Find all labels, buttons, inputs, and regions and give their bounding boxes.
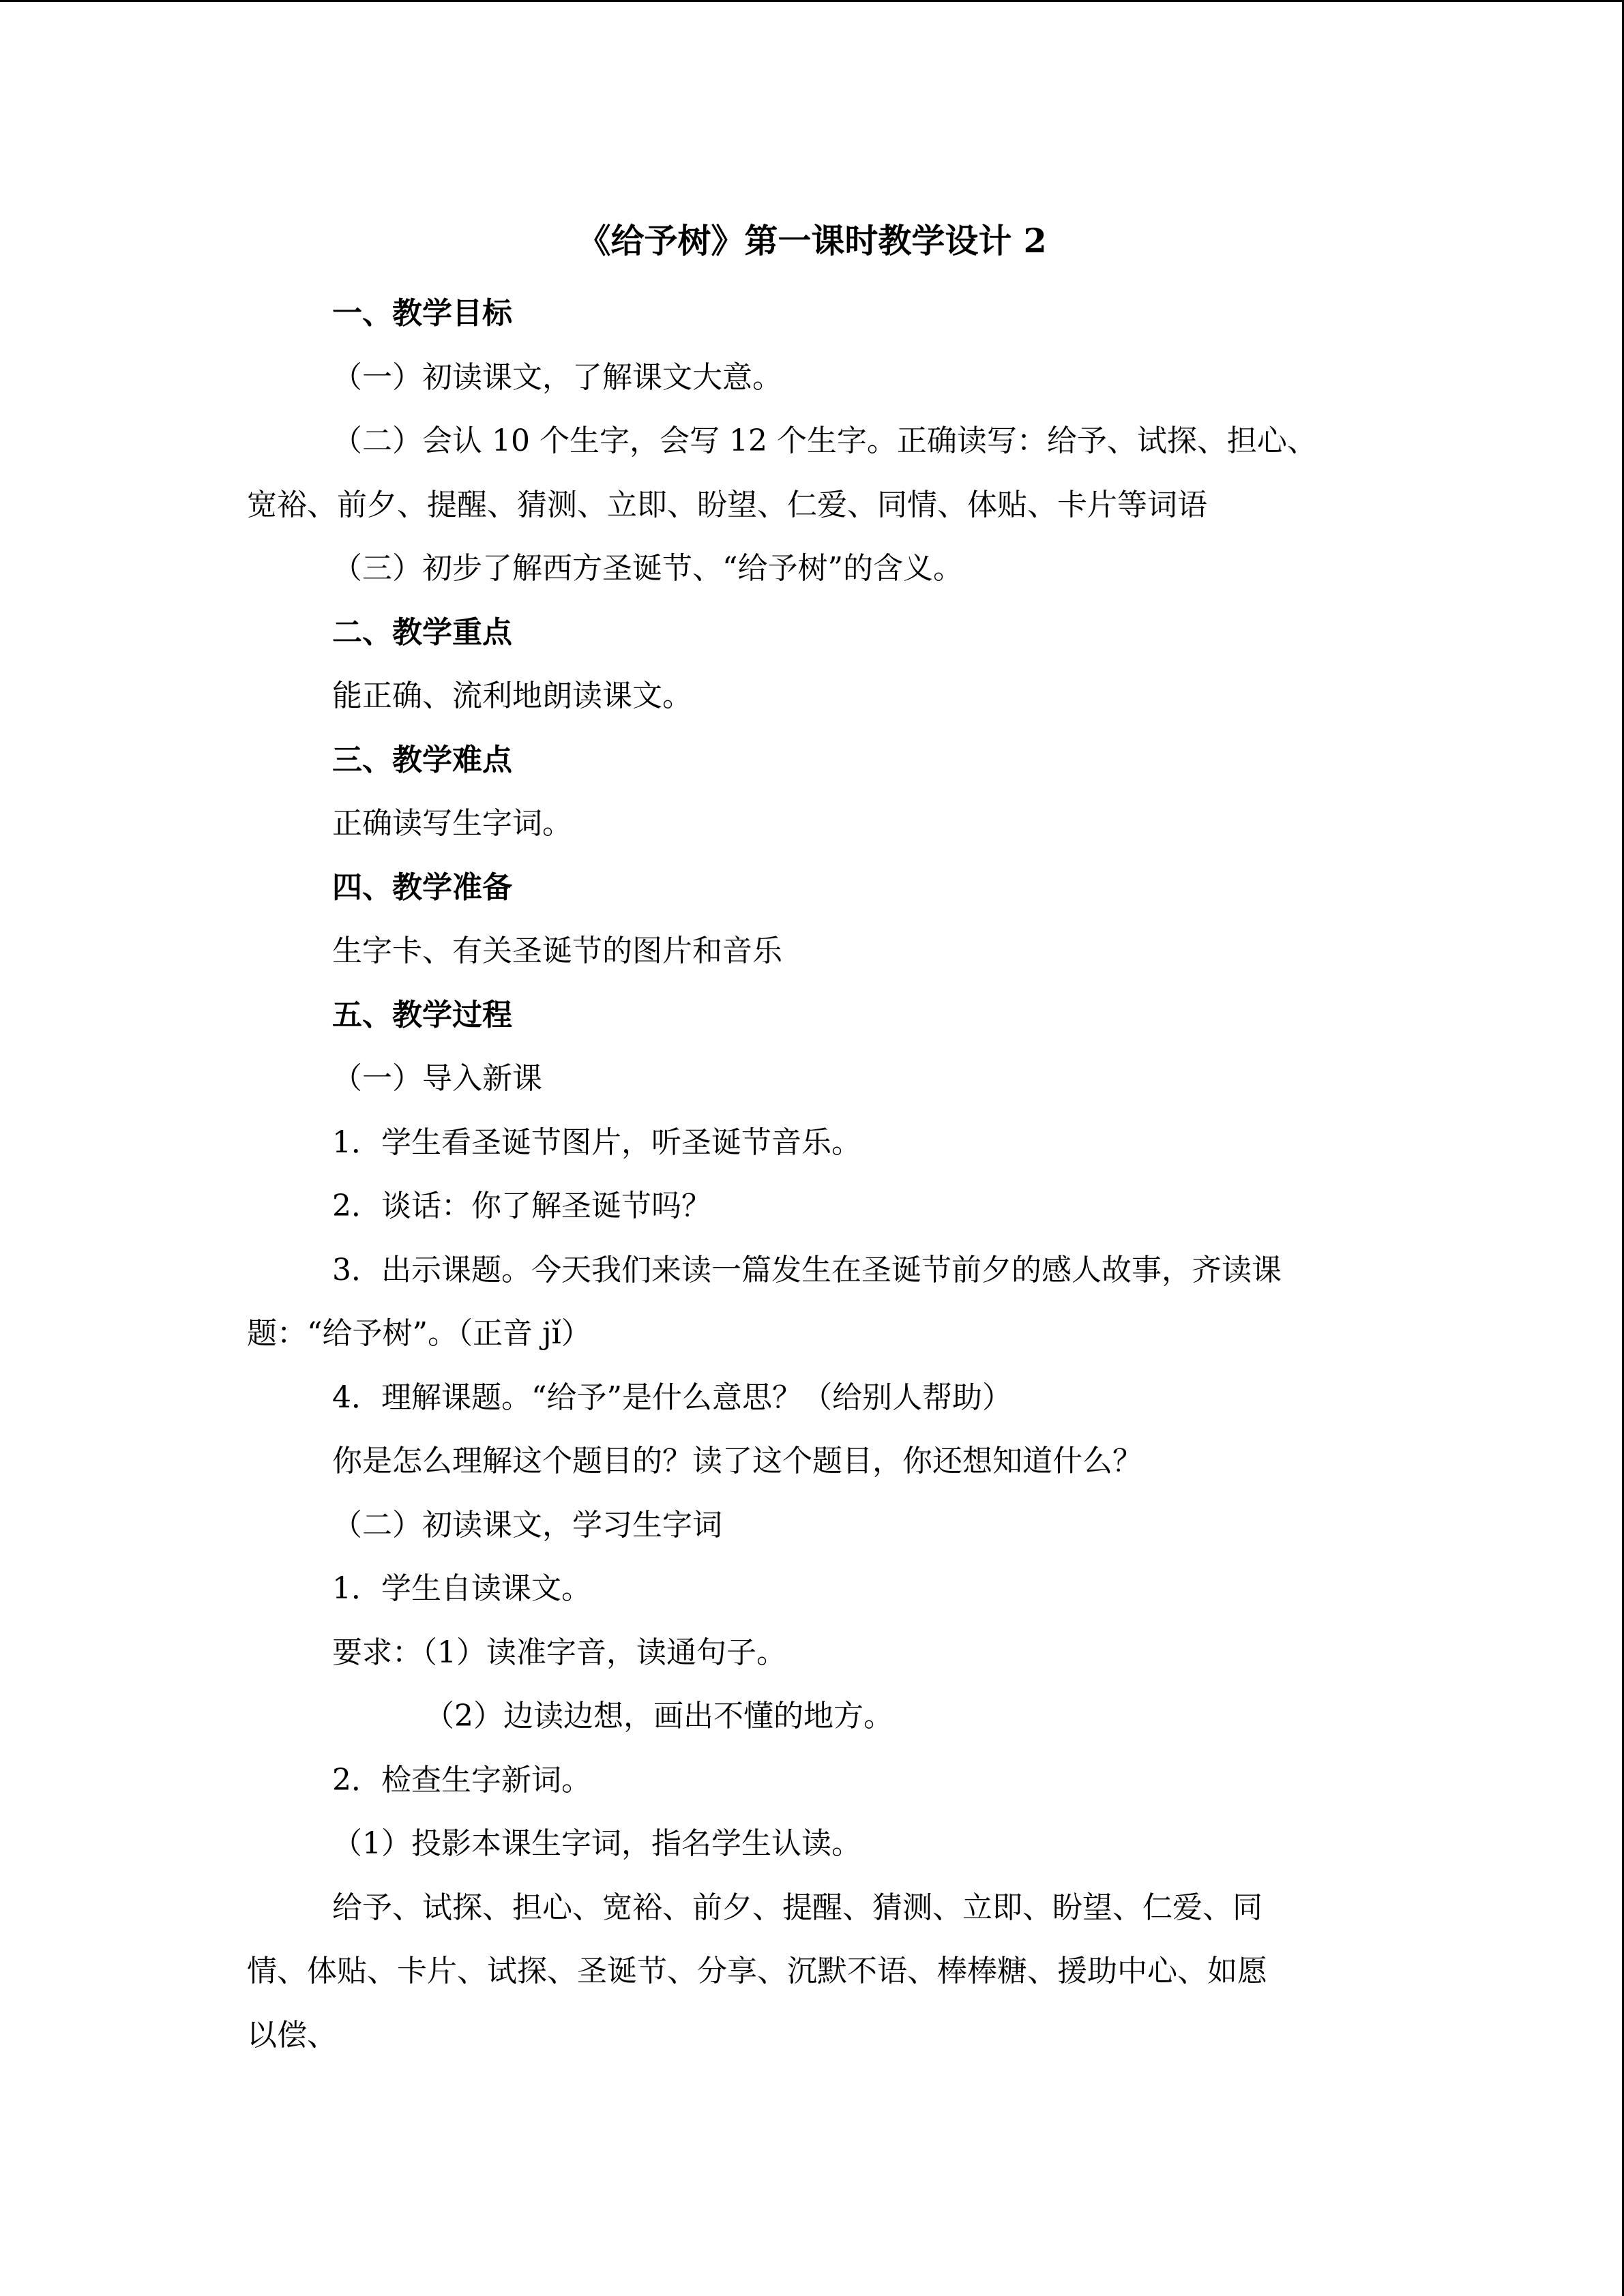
heading-key-points: 二、教学重点 xyxy=(332,615,512,650)
paragraph-line: （二）初读课文，学习生字词 xyxy=(332,1508,722,1542)
page-border-top xyxy=(0,0,1624,2)
paragraph-line: 你是怎么理解这个题目的？读了这个题目，你还想知道什么？ xyxy=(332,1444,1142,1478)
paragraph-line: 4．理解课题。“给予”是什么意思？（给别人帮助） xyxy=(332,1380,1012,1415)
paragraph-line: （三）初步了解西方圣诞节、“给予树”的含义。 xyxy=(332,551,963,586)
heading-teaching-goals: 一、教学目标 xyxy=(332,296,512,331)
paragraph-line: 1．学生自读课文。 xyxy=(332,1571,591,1606)
paragraph-line: 2．检查生字新词。 xyxy=(332,1763,591,1798)
paragraph-line: 宽裕、前夕、提醒、猜测、立即、盼望、仁爱、同情、体贴、卡片等词语 xyxy=(247,488,1207,522)
paragraph-line: 情、体贴、卡片、试探、圣诞节、分享、沉默不语、棒棒糖、援助中心、如愿 xyxy=(247,1954,1267,1988)
paragraph-line: （一）导入新课 xyxy=(332,1061,542,1096)
paragraph-line: 给予、试探、担心、宽裕、前夕、提醒、猜测、立即、盼望、仁爱、同 xyxy=(332,1890,1263,1925)
paragraph-line: （1）投影本课生字词，指名学生认读。 xyxy=(332,1826,861,1861)
paragraph-line: 正确读写生字词。 xyxy=(332,806,572,841)
paragraph-line: 要求：（1）读准字音，读通句子。 xyxy=(332,1635,786,1670)
heading-process: 五、教学过程 xyxy=(332,998,512,1032)
paragraph-line: 题：“给予树”。（正音 jǐ） xyxy=(247,1316,591,1351)
document-title: 《给予树》第一课时教学设计 2 xyxy=(577,221,1047,260)
paragraph-line: 1．学生看圣诞节图片，听圣诞节音乐。 xyxy=(332,1125,861,1160)
paragraph-line: （2）边读边想，画出不懂的地方。 xyxy=(424,1699,894,1733)
paragraph-line: 2．谈话：你了解圣诞节吗？ xyxy=(332,1189,711,1223)
paragraph-line: （一）初读课文，了解课文大意。 xyxy=(332,360,782,395)
paragraph-line: 以偿、 xyxy=(247,2018,337,2053)
heading-difficulties: 三、教学难点 xyxy=(332,743,512,777)
heading-preparation: 四、教学准备 xyxy=(332,870,512,905)
paragraph-line: 生字卡、有关圣诞节的图片和音乐 xyxy=(332,934,782,968)
paragraph-line: 3．出示课题。今天我们来读一篇发生在圣诞节前夕的感人故事，齐读课 xyxy=(332,1253,1282,1287)
paragraph-line: 能正确、流利地朗读课文。 xyxy=(332,679,692,713)
paragraph-line: （二）会认 10 个生字，会写 12 个生字。正确读写：给予、试探、担心、 xyxy=(332,423,1317,458)
